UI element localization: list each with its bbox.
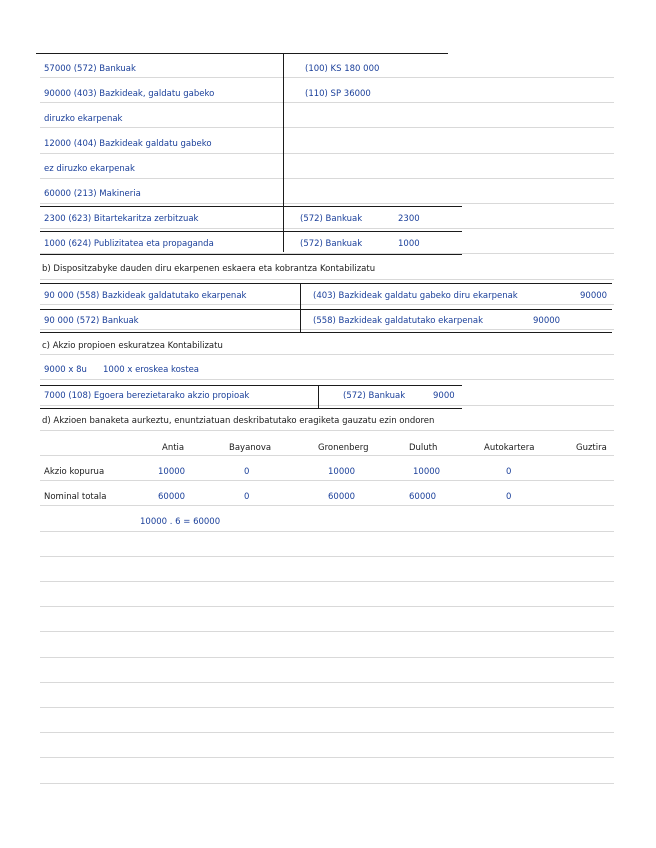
ruled-line [40, 682, 614, 683]
journal-credit-amount: 9000 [433, 391, 455, 401]
expense-entry-credit: (572) Bankuak [300, 239, 363, 249]
ruled-line [40, 228, 614, 229]
ruled-line [40, 430, 614, 431]
table-column-header: Autokartera [484, 443, 535, 453]
table-column-header: Guztira [576, 443, 607, 453]
calc-note: 10000 . 6 = 60000 [140, 517, 221, 527]
journal-debit-line: 57000 (572) Bankuak [44, 64, 136, 74]
entry-separator [40, 254, 462, 255]
table-column-header: Bayanova [229, 443, 272, 453]
section-c-heading: c) Akzio propioen eskuratzea Kontabilizatu [42, 341, 223, 351]
table-cell: 0 [244, 467, 250, 477]
ruled-line [40, 153, 614, 154]
t-account-top-line [40, 385, 462, 386]
ruled-line [40, 178, 614, 179]
ruled-line [40, 480, 614, 481]
ruled-line [40, 304, 614, 305]
ruled-line [40, 102, 614, 103]
entry-separator [40, 408, 462, 409]
table-column-header: Duluth [409, 443, 438, 453]
ruled-line [40, 631, 614, 632]
expense-entry-amount: 1000 [398, 239, 420, 249]
calc-note: 9000 x 8u [44, 365, 87, 375]
journal-debit-line: 90000 (403) Bazkideak, galdatu gabeko [44, 89, 215, 99]
journal-debit-line: 90 000 (572) Bankuak [44, 316, 139, 326]
expense-entry-debit: 2300 (623) Bitartekaritza zerbitzuak [44, 214, 199, 224]
ruled-line [40, 657, 614, 658]
table-cell: 0 [506, 492, 512, 502]
journal-credit-amount: 90000 [580, 291, 608, 301]
t-account-divider [318, 385, 319, 409]
ruled-line [40, 279, 614, 280]
journal-credit-line: (403) Bazkideak galdatu gabeko diru ekarpenak [313, 291, 518, 301]
section-b-heading: b) Dispositzabyke dauden diru ekarpenen eskaera eta kobrantza Kontabilizatu [42, 264, 376, 274]
ruled-line [40, 531, 614, 532]
entry-separator [40, 206, 462, 207]
table-column-header: Gronenberg [318, 443, 369, 453]
table-column-header: Antia [162, 443, 185, 453]
ruled-line [40, 581, 614, 582]
ruled-line [40, 556, 614, 557]
section-d-heading: d) Akzioen banaketa aurkeztu, enuntziatuan deskribatutako eragiketa gauzatu ezin ondoren [42, 416, 435, 426]
ruled-line [40, 783, 614, 784]
entry-separator [40, 309, 612, 310]
ruled-line [40, 127, 614, 128]
table-cell: 60000 [328, 492, 356, 502]
expense-entry-credit: (572) Bankuak [300, 214, 363, 224]
ruled-line [40, 77, 614, 78]
ruled-line [40, 455, 614, 456]
entry-separator [40, 332, 612, 333]
t-account-top-line [36, 53, 448, 54]
journal-debit-line: 60000 (213) Makineria [44, 189, 141, 199]
table-cell: 60000 [409, 492, 437, 502]
journal-credit-line: (558) Bazkideak galdatutako ekarpenak [313, 316, 484, 326]
table-cell: 10000 [158, 467, 186, 477]
table-cell: 10000 [413, 467, 441, 477]
ruled-line [40, 203, 614, 204]
expense-entry-amount: 2300 [398, 214, 420, 224]
table-row-label: Nominal totala [44, 492, 107, 502]
ruled-line [40, 379, 614, 380]
t-account-divider [283, 54, 284, 252]
calc-note: 1000 x eroskea kostea [103, 365, 200, 375]
journal-credit-amount: 90000 [533, 316, 561, 326]
t-account-top-line [40, 283, 612, 284]
journal-debit-line: 90 000 (558) Bazkideak galdatutako ekarpenak [44, 291, 247, 301]
table-cell: 60000 [158, 492, 186, 502]
journal-credit-line: (100) KS 180 000 [305, 64, 380, 74]
ruled-line [40, 757, 614, 758]
ruled-line [40, 329, 614, 330]
journal-debit-line: 7000 (108) Egoera berezietarako akzio propioak [44, 391, 250, 401]
table-cell: 10000 [328, 467, 356, 477]
t-account-divider [300, 284, 301, 332]
journal-debit-line: diruzko ekarpenak [44, 114, 123, 124]
ruled-line [40, 505, 614, 506]
ruled-line [40, 732, 614, 733]
ruled-line [40, 354, 614, 355]
journal-credit-line: (110) SP 36000 [305, 89, 371, 99]
ruled-line [40, 405, 614, 406]
ruled-line [40, 707, 614, 708]
journal-debit-line: ez diruzko ekarpenak [44, 164, 135, 174]
ruled-line [40, 606, 614, 607]
journal-credit-line: (572) Bankuak [343, 391, 406, 401]
table-cell: 0 [506, 467, 512, 477]
table-row-label: Akzio kopurua [44, 467, 105, 477]
entry-separator [40, 231, 462, 232]
table-cell: 0 [244, 492, 250, 502]
journal-debit-line: 12000 (404) Bazkideak galdatu gabeko [44, 139, 212, 149]
expense-entry-debit: 1000 (624) Publizitatea eta propaganda [44, 239, 214, 249]
